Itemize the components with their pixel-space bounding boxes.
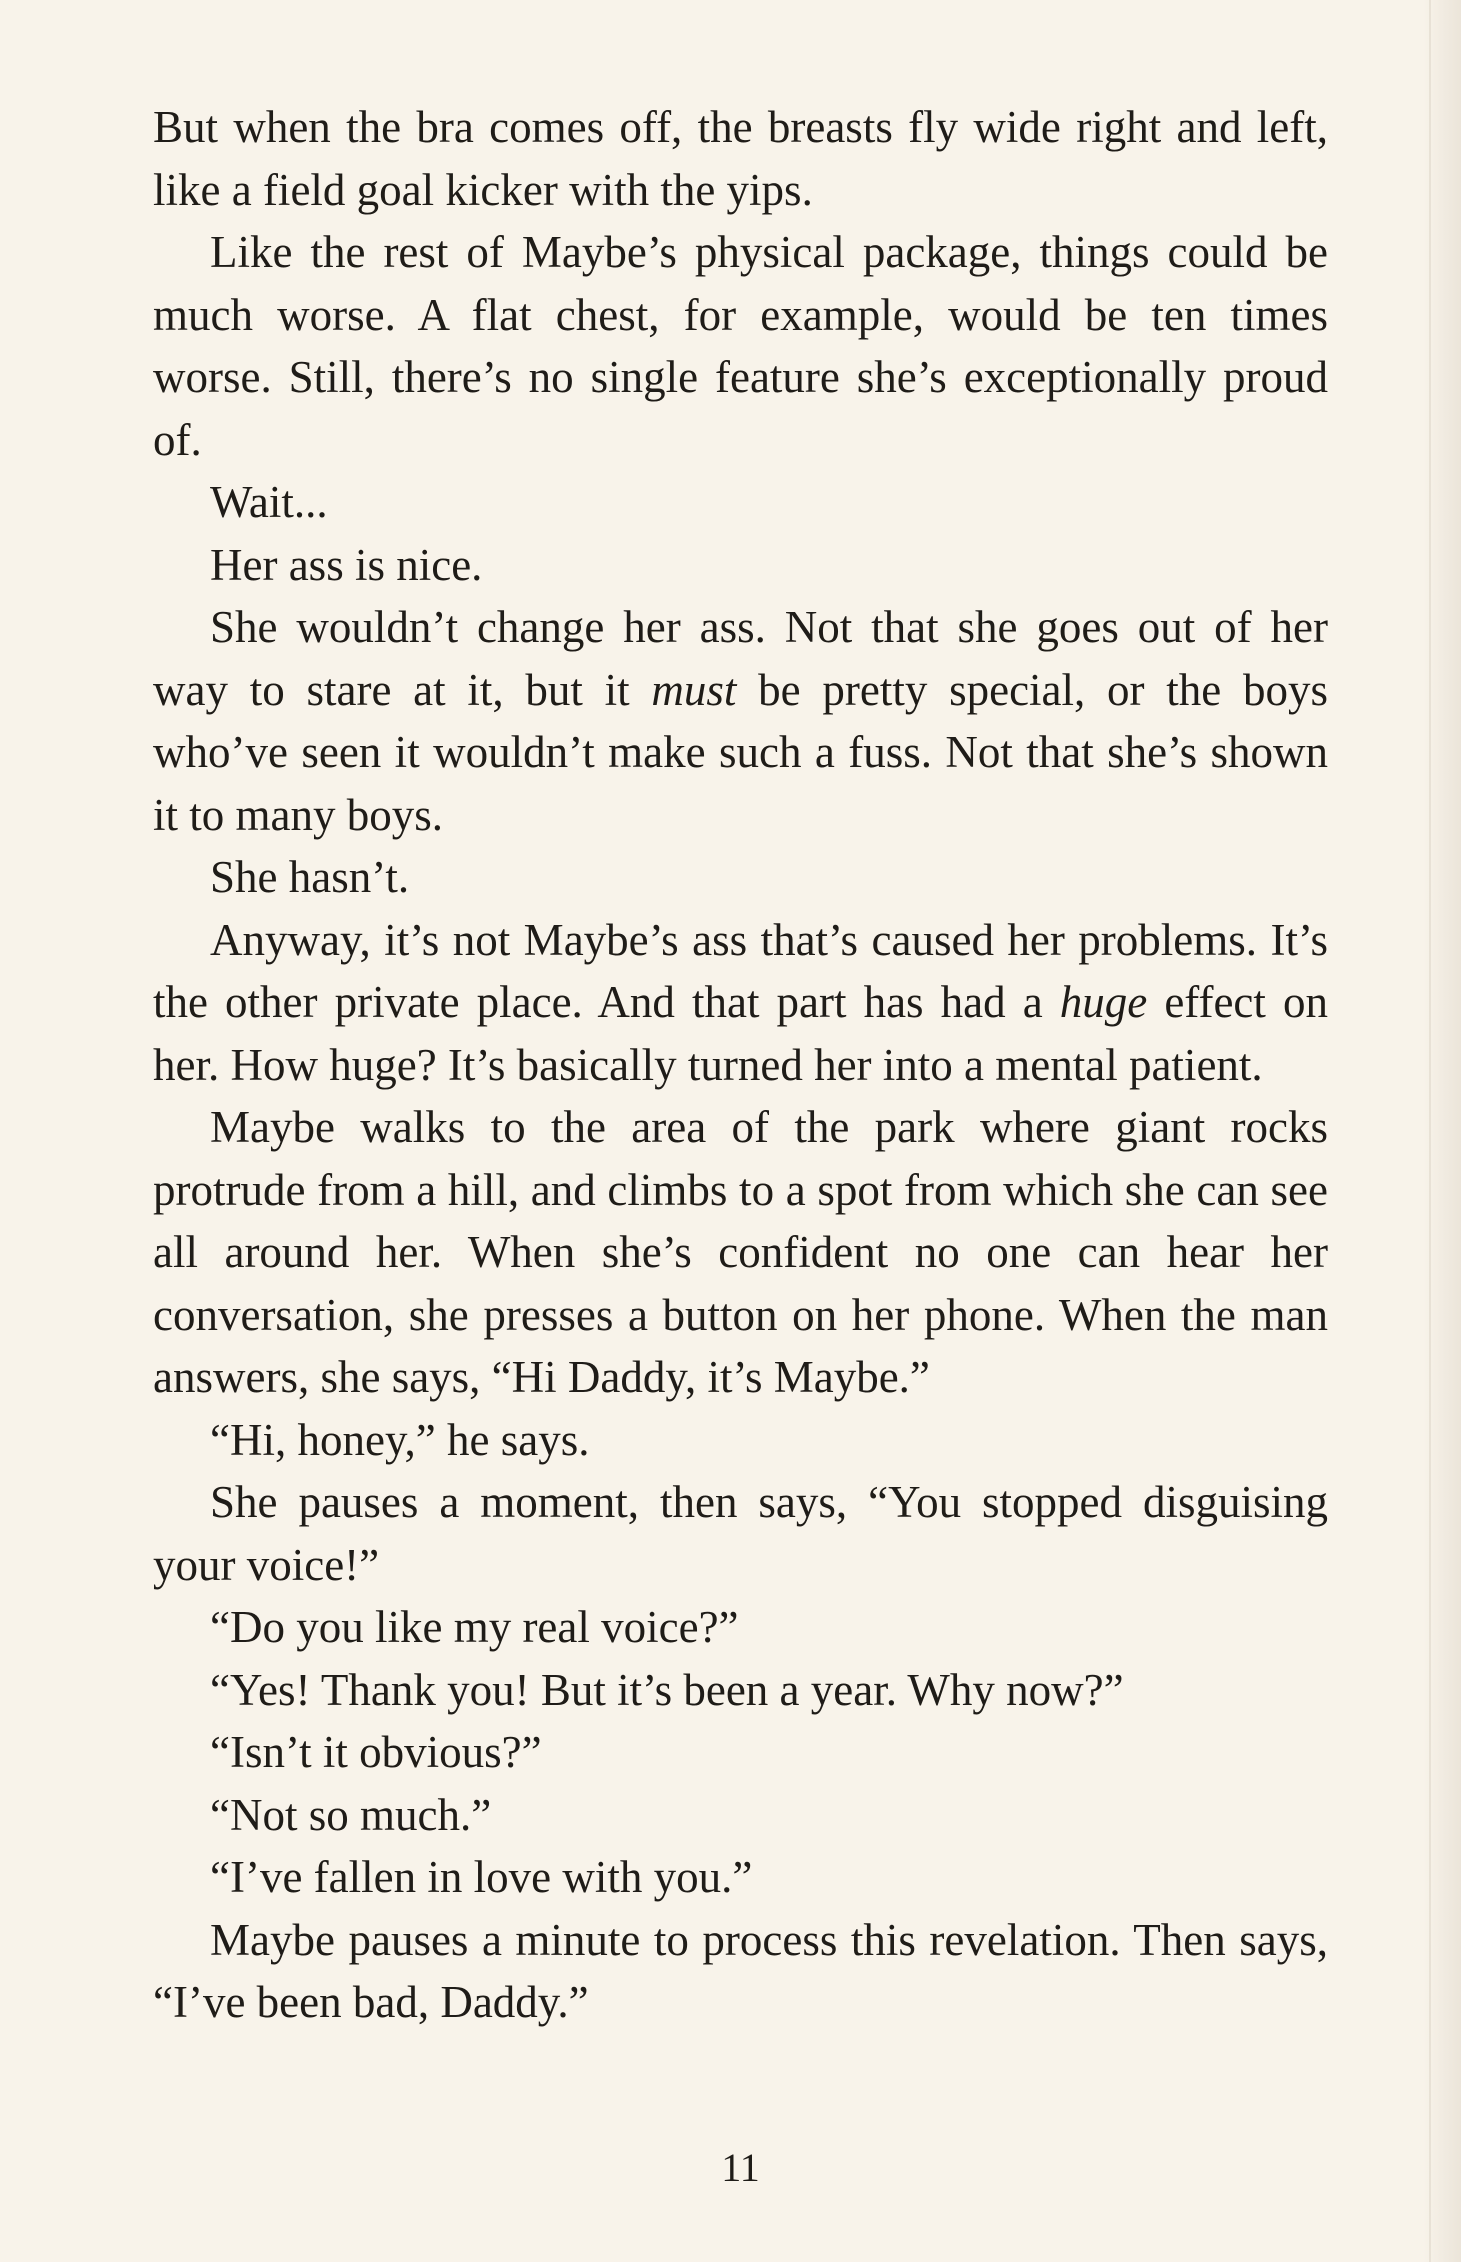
body-text	[153, 96, 1328, 2034]
paragraph	[153, 471, 1328, 534]
paragraph-text: Her ass is nice.	[210, 539, 483, 590]
paragraph	[153, 1659, 1328, 1722]
paragraph	[153, 1409, 1328, 1472]
page-edge-line	[1429, 0, 1431, 2262]
paragraph	[153, 909, 1328, 1097]
paragraph	[153, 846, 1328, 909]
page-number: 11	[721, 2145, 760, 2190]
paragraph	[153, 1721, 1328, 1784]
paragraph-text: Maybe pauses a minute to process this revelation. Then says, “I’ve been bad, Daddy.”	[153, 1914, 1328, 2027]
paragraph-text: “Isn’t it obvious?”	[210, 1727, 542, 1777]
paragraph	[153, 1846, 1328, 1909]
paragraph	[153, 221, 1328, 471]
paragraph	[153, 1909, 1328, 2034]
paragraph	[153, 1471, 1328, 1596]
paragraph-text: “Yes! Thank you! But it’s been a year. Why now?”	[210, 1664, 1124, 1715]
emphasis-text: huge	[1059, 977, 1148, 1027]
paragraph-text: Anyway, it’s not Maybe’s ass that’s caused her problems. It’s the other private place. And that part has had a	[153, 914, 1328, 1027]
paragraph-text: “Not so much.”	[210, 1789, 492, 1840]
paragraph-text: Like the rest of Maybe’s physical package, things could be much worse. A flat chest, for example, would be ten times worse. Still, there’s no single feature she’s exceptionally proud of.	[153, 227, 1328, 465]
paragraph-text: effect on her. How huge? It’s basically turned her into a mental patient.	[153, 977, 1328, 1090]
paragraph-text: Wait...	[210, 477, 328, 527]
paragraph	[153, 534, 1328, 597]
paragraph	[153, 96, 1328, 221]
paragraph-text: She pauses a moment, then says, “You stopped disguising your voice!”	[153, 1477, 1328, 1590]
paragraph-text: “I’ve fallen in love with you.”	[210, 1852, 753, 1902]
paragraph	[153, 1596, 1328, 1659]
paragraph	[153, 1096, 1328, 1409]
paragraph	[153, 1784, 1328, 1847]
paragraph-text: “Hi, honey,” he says.	[210, 1414, 590, 1465]
paragraph-text: She wouldn’t change her ass. Not that she goes out of her way to stare at it, but it	[153, 602, 1328, 715]
paragraph	[153, 596, 1328, 846]
paragraph-text: But when the bra comes off, the breasts fly wide right and left, like a field goal kicker with the yips.	[153, 102, 1328, 215]
paragraph-text: “Do you like my real voice?”	[210, 1602, 739, 1652]
paragraph-text: be pretty special, or the boys who’ve seen it wouldn’t make such a fuss. Not that she’s shown it to many boys.	[153, 664, 1328, 840]
paragraph-text: She hasn’t.	[210, 852, 410, 902]
paragraph-text: Maybe walks to the area of the park where giant rocks protrude from a hill, and climbs to a spot from which she can see all around her. When she’s confident no one can hear her conversation, she presses a button on her phone. When the man answers, she says, “Hi Daddy, it’s Maybe.”	[153, 1102, 1328, 1402]
emphasis-text: must	[651, 664, 737, 715]
